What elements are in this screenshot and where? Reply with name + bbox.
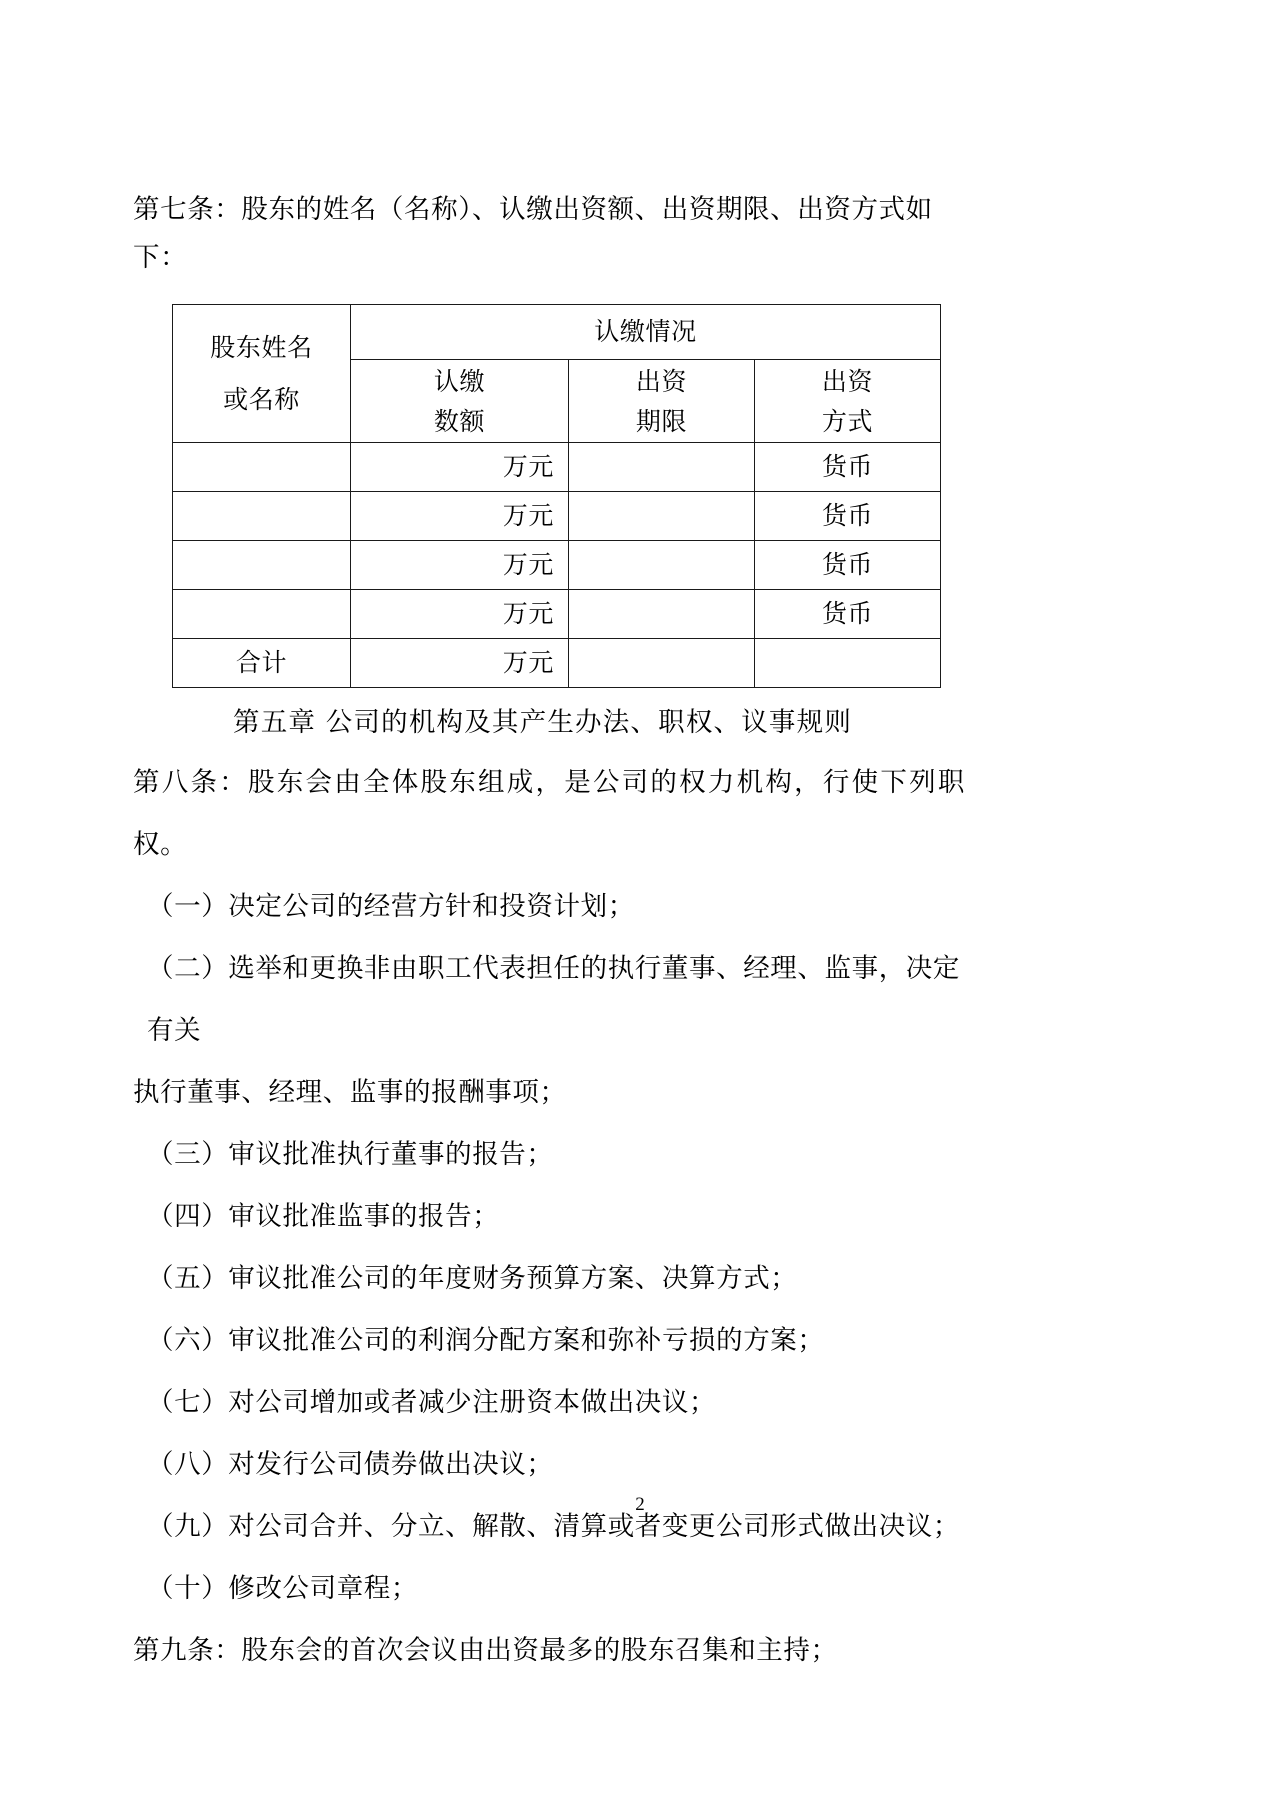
header-term-line2: 期限 [635,407,688,436]
article-8-item-7: （七）对公司增加或者减少注册资本做出决议； [147,1387,717,1418]
cell-subscribed-amount[interactable]: 万元 [351,443,569,492]
article-8-item-5: （五）审议批准公司的年度财务预算方案、决算方式； [147,1263,798,1294]
article-8-item-8: （八）对发行公司债券做出决议； [147,1449,554,1480]
header-cell-subscribed-amount [351,360,569,443]
article-8-heading: 第八条：股东会由全体股东组成，是公司的权力机构，行使下列职权。 [133,767,965,860]
cell-contribution-term[interactable] [569,590,755,639]
document-body [133,186,965,1682]
table-total-row [173,639,941,688]
cell-shareholder-name[interactable] [173,590,351,639]
header-term-line1: 出资 [635,367,688,396]
header-cell-contribution-method [755,360,941,443]
header-cell-contribution-term [569,360,755,443]
table-header-row-1 [173,305,941,360]
table-row [173,443,941,492]
cell-contribution-method[interactable]: 货币 [755,492,941,541]
page-number: 2 [635,1494,645,1515]
header-method-line1: 出资 [821,367,874,396]
article-8-item-2-cont: 执行董事、经理、监事的报酬事项； [133,1077,567,1108]
article-8-item-9: （九）对公司合并、分立、解散、清算或者变更公司形式做出决议； [147,1511,960,1542]
cell-total-label: 合计 [173,639,351,688]
cell-total-method[interactable] [755,639,941,688]
chapter-5-heading: 第五章 公司的机构及其产生办法、职权、议事规则 [233,707,853,738]
cell-total-term[interactable] [569,639,755,688]
header-method-line2: 方式 [821,407,874,436]
cell-contribution-method[interactable]: 货币 [755,541,941,590]
article-8-item-3: （三）审议批准执行董事的报告； [147,1139,554,1170]
cell-contribution-term[interactable] [569,443,755,492]
cell-shareholder-name[interactable] [173,443,351,492]
cell-contribution-term[interactable] [569,492,755,541]
article-9-heading: 第九条：股东会的首次会议由出资最多的股东召集和主持； [133,1635,838,1666]
header-amount-line1: 认缴 [433,367,486,396]
table-row [173,541,941,590]
article-8-item-1: （一）决定公司的经营方针和投资计划； [147,891,635,922]
cell-shareholder-name[interactable] [173,541,351,590]
header-name-line2: 或名称 [223,384,300,414]
shareholder-contribution-table [172,304,941,688]
cell-total-amount[interactable]: 万元 [351,639,569,688]
cell-contribution-term[interactable] [569,541,755,590]
article-8-item-10: （十）修改公司章程； [147,1573,418,1604]
article-8-item-2: （二）选举和更换非由职工代表担任的执行董事、经理、监事，决定有关 [147,953,960,1046]
header-name-line1: 股东姓名 [210,332,313,362]
cell-shareholder-name[interactable] [173,492,351,541]
header-amount-line2: 数额 [433,407,486,436]
article-8-item-4: （四）审议批准监事的报告； [147,1201,500,1232]
article-7-heading: 第七条：股东的姓名（名称）、认缴出资额、出资期限、出资方式如下： [133,194,933,273]
cell-contribution-method[interactable]: 货币 [755,590,941,639]
table-row [173,590,941,639]
header-cell-shareholder-name [173,305,351,443]
header-cell-subscription-group: 认缴情况 [351,305,941,360]
cell-contribution-method[interactable]: 货币 [755,443,941,492]
cell-subscribed-amount[interactable]: 万元 [351,541,569,590]
article-8-item-6: （六）审议批准公司的利润分配方案和弥补亏损的方案； [147,1325,825,1356]
table-row [173,492,941,541]
cell-subscribed-amount[interactable]: 万元 [351,492,569,541]
cell-subscribed-amount[interactable]: 万元 [351,590,569,639]
shareholder-table-container [133,304,965,688]
